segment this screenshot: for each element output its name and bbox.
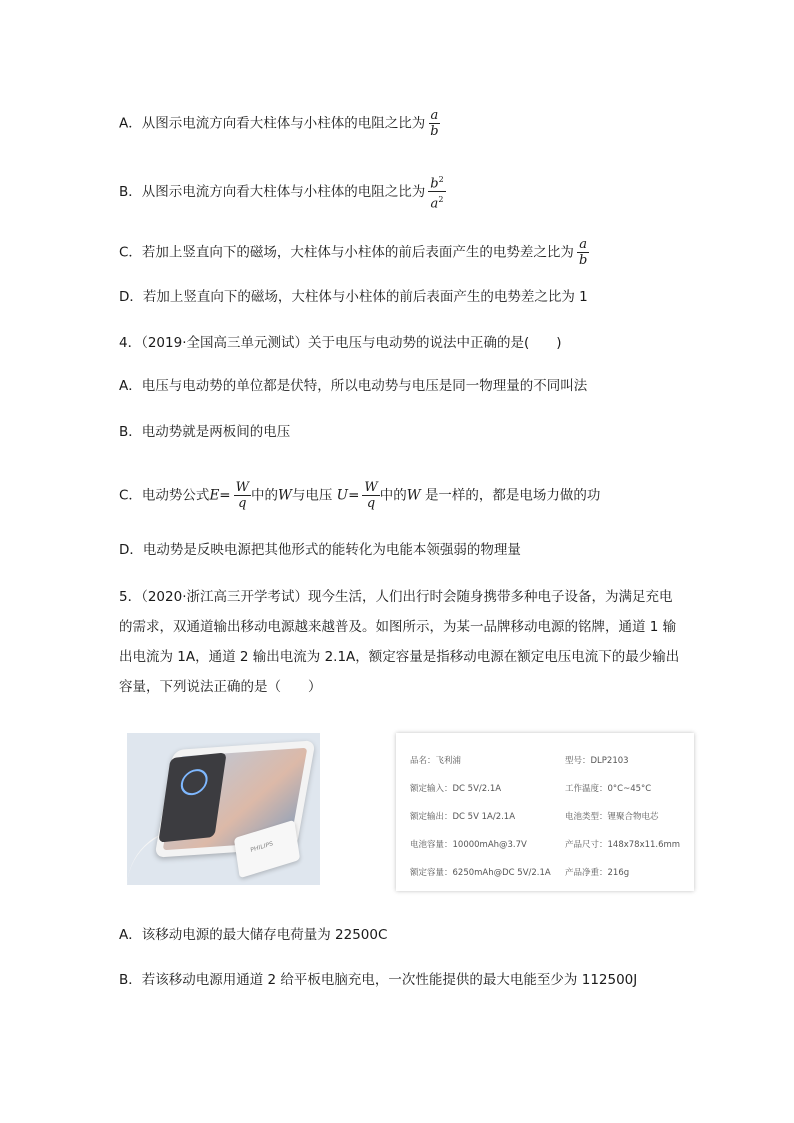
option-5b: B．若该移动电源用通道 2 给平板电脑充电，一次性能提供的最大电能至少为 112500J xyxy=(119,972,638,988)
option-3b xyxy=(119,172,446,212)
option-4a: A．电压与电动势的单位都是伏特，所以电动势与电压是同一物理量的不同叫法 xyxy=(119,378,588,394)
spec-nameplate: 品名：飞利浦 型号：DLP2103 额定输入：DC 5V/2.1A 工作温度：0°C~45°C 额定输出：DC 5V 1A/2.1A 电池类型：锂聚合物电芯 电池容量：10000mAh@3.7V 产品尺寸：148x78x11.6mm 额定容量：6250mAh@DC 5V/2.1A 产品净重：216g xyxy=(396,733,694,891)
option-3a xyxy=(119,108,441,139)
fraction: $\frac{b^2}{a^2}$ xyxy=(428,172,445,212)
option-4d: D．电动势是反映电源把其他形式的能转化为电能本领强弱的物理量 xyxy=(119,542,521,558)
question-5-stem: 5．（2020·浙江高三开学考试）现今生活，人们出行时会随身携带多种电子设备，为满足充电的需求，双通道输出移动电源越来越普及。如图所示，为某一品牌移动电源的铭牌，通道 1 输出电流为 1A，通道 2 输出电流为 2.1A，额定容量是指移动电源在额定电压电流下的最少输出容量，下列说法正确的是（ ） xyxy=(119,589,680,695)
option-4c: C．电动势公式E= $\frac{W}{q}$ 中的W与电压 U= $\frac{W}{q}$ 中的W 是一样的，都是电场力做的功 xyxy=(119,480,601,511)
fraction: $\frac{W}{q}$ xyxy=(235,480,249,511)
option-text: A．从图示电流方向看大柱体与小柱体的电阻之比为 xyxy=(119,115,426,132)
option-text: C．若加上竖直向下的磁场，大柱体与小柱体的前后表面产生的电势差之比为 xyxy=(119,244,574,261)
option-text: B．从图示电流方向看大柱体与小柱体的电阻之比为 xyxy=(119,183,426,200)
charging-icon xyxy=(179,768,209,797)
powerbank-photo xyxy=(127,733,320,885)
question-4-stem: 4．（2019·全国高三单元测试）关于电压与电动势的说法中正确的是( ) xyxy=(119,335,562,351)
fraction: $\frac{a}{b}$ xyxy=(578,237,588,268)
powerbank-white: PHILIPS xyxy=(234,820,300,878)
fraction: $\frac{a}{b}$ xyxy=(430,108,439,139)
fraction: $\frac{W}{q}$ xyxy=(364,480,378,511)
option-3d: D．若加上竖直向下的磁场，大柱体与小柱体的前后表面产生的电势差之比为 1 xyxy=(119,289,588,305)
option-3c xyxy=(119,237,589,268)
option-5a: A．该移动电源的最大储存电荷量为 22500C xyxy=(119,927,388,943)
option-4b: B．电动势就是两板间的电压 xyxy=(119,424,291,440)
